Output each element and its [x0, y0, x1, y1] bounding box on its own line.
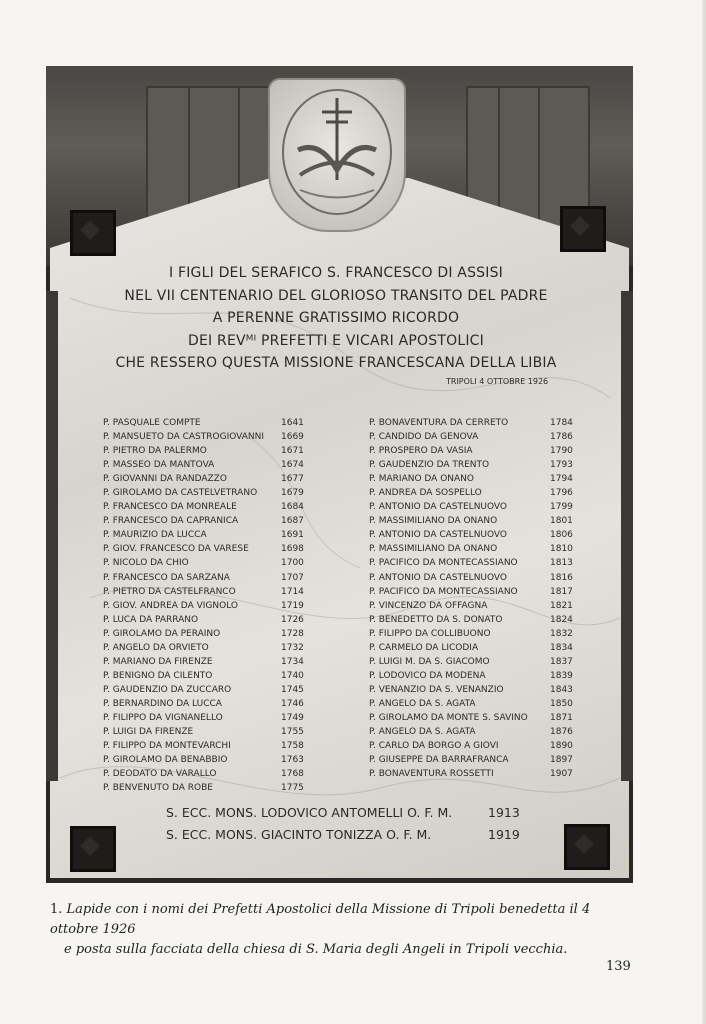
- prefect-year: 1790: [550, 446, 573, 457]
- prefect-year: 1796: [550, 488, 573, 499]
- prefect-year: 1763: [281, 755, 304, 766]
- corner-bracket-top-right: [560, 206, 606, 252]
- prefect-name: P. FILIPPO DA MONTEVARCHI: [103, 741, 231, 752]
- prefect-year: 1669: [281, 432, 304, 443]
- prefect-entry: [369, 739, 577, 753]
- prefect-year: 1674: [281, 460, 304, 471]
- prefect-year: 1806: [550, 530, 573, 541]
- prefect-entry: [369, 613, 577, 627]
- prefect-year: 1784: [550, 418, 573, 428]
- prefect-name: P. FILIPPO DA COLLIBUONO: [369, 628, 491, 639]
- prefect-name: P. BENEDETTO DA S. DONATO: [369, 614, 503, 625]
- prefect-year: 1679: [281, 488, 304, 499]
- prefect-name: P. BENVENUTO DA ROBE: [103, 783, 213, 794]
- prefect-year: 1740: [281, 670, 304, 681]
- prefect-year: 1745: [281, 684, 304, 695]
- prefect-entry: [369, 683, 577, 697]
- prefect-entry: [369, 528, 577, 542]
- prefect-entry: [369, 753, 577, 767]
- prefect-year: 1684: [281, 502, 304, 513]
- prefect-name: P. FRANCESCO DA SARZANA: [103, 572, 230, 583]
- prefect-entry: [103, 486, 313, 500]
- prefect-name: P. VENANZIO DA S. VENANZIO: [369, 684, 504, 695]
- prefect-entry: [369, 697, 577, 711]
- prefect-name: P. FILIPPO DA VIGNANELLO: [103, 712, 223, 723]
- prefect-entry: [103, 697, 313, 711]
- prefect-entry: [103, 739, 313, 753]
- prefect-year: 1746: [281, 698, 304, 709]
- plaque-date: TRIPOLI 4 OTTOBRE 1926: [446, 377, 549, 386]
- prefect-entry: [103, 683, 313, 697]
- prefect-entry: [103, 500, 313, 514]
- prefect-entry: [369, 585, 577, 599]
- prefect-year: 1876: [550, 727, 573, 738]
- prefect-name: P. LUIGI M. DA S. GIACOMO: [369, 656, 490, 667]
- prefect-entry: [103, 430, 313, 444]
- prefect-entry: [369, 599, 577, 613]
- prefect-year: 1793: [550, 460, 573, 471]
- prefect-year: 1799: [550, 502, 573, 513]
- prefect-name: P. GIOV. FRANCESCO DA VARESE: [103, 544, 249, 555]
- prefect-name: P. GIUSEPPE DA BARRAFRANCA: [369, 755, 509, 766]
- prefect-entry: [103, 655, 313, 669]
- prefect-year: 1719: [281, 600, 304, 611]
- prefect-name: P. PROSPERO DA VASIA: [369, 446, 473, 457]
- prefect-name: P. ANDREA DA SOSPELLO: [369, 488, 482, 499]
- prefect-entry: [103, 556, 313, 570]
- frame-left-edge: [46, 291, 58, 781]
- frame-right-edge: [621, 291, 633, 781]
- prefect-entry: [103, 542, 313, 556]
- prefect-year: 1677: [281, 474, 304, 485]
- page-number: 139: [606, 959, 631, 974]
- prefect-name: P. ANGELO DA S. AGATA: [369, 727, 476, 738]
- heading-line: CHE RESSERO QUESTA MISSIONE FRANCESCANA DELLA LIBIA: [115, 355, 557, 371]
- prefect-name: P. BONAVENTURA ROSSETTI: [369, 769, 494, 780]
- prefect-name: P. CARMELO DA LICODIA: [369, 642, 479, 653]
- prefect-year: 1850: [550, 698, 573, 709]
- prefect-entry: [369, 711, 577, 725]
- prefect-entry: [103, 458, 313, 472]
- bishop-name: S. ECC. MONS. GIACINTO TONIZZA O. F. M.: [166, 827, 432, 842]
- prefect-name: P. BERNARDINO DA LUCCA: [103, 698, 222, 709]
- prefect-year: 1890: [550, 741, 573, 752]
- prefect-entry: [103, 767, 313, 781]
- page-edge: [702, 0, 706, 1024]
- prefect-year: 1837: [550, 656, 573, 667]
- prefect-entry: [103, 444, 313, 458]
- prefect-entry: [369, 472, 577, 486]
- prefect-entry: [103, 613, 313, 627]
- prefect-year: 1698: [281, 544, 304, 555]
- prefect-entry: [103, 725, 313, 739]
- caption-line-1: Lapide con i nomi dei Prefetti Apostolici della Missione di Tripoli benedetta il 4 ottobre 1926: [50, 902, 591, 937]
- prefect-year: 1817: [550, 586, 573, 597]
- prefect-entry: [103, 472, 313, 486]
- prefect-year: 1832: [550, 628, 573, 639]
- prefect-name: P. GIROLAMO DA MONTE S. SAVINO: [369, 712, 528, 723]
- prefect-name: P. ANTONIO DA CASTELNUOVO: [369, 502, 508, 513]
- prefect-name: P. ANGELO DA ORVIETO: [103, 642, 209, 653]
- prefect-entry: [103, 711, 313, 725]
- prefect-name: P. BONAVENTURA DA CERRETO: [369, 418, 509, 428]
- prefect-name: P. LUCA DA PARRANO: [103, 614, 199, 625]
- prefect-name: P. FRANCESCO DA MONREALE: [103, 502, 237, 513]
- prefect-year: 1775: [281, 783, 304, 794]
- prefect-name: P. VINCENZO DA OFFAGNA: [369, 600, 488, 611]
- prefect-name: P. NICOLO DA CHIO: [103, 558, 189, 569]
- prefect-entry: [103, 416, 313, 430]
- prefect-entry: [369, 641, 577, 655]
- prefect-entry: [369, 571, 577, 585]
- corner-bracket-bottom-left: [70, 826, 116, 872]
- prefect-entry: [369, 486, 577, 500]
- prefect-year: 1871: [550, 712, 573, 723]
- prefect-entry: [369, 767, 577, 781]
- prefect-year: 1714: [281, 586, 304, 597]
- heading-line: A PERENNE GRATISSIMO RICORDO: [212, 310, 460, 326]
- bishop-year: 1919: [488, 827, 520, 842]
- prefect-year: 1707: [281, 572, 304, 583]
- prefects-list-right: [369, 416, 577, 781]
- corner-bracket-top-left: [70, 210, 116, 256]
- prefect-name: P. FRANCESCO DA CAPRANICA: [103, 516, 239, 527]
- prefect-name: P. MASSIMILIANO DA ONANO: [369, 516, 498, 527]
- prefect-name: P. CARLO DA BORGO A GIOVI: [369, 741, 499, 752]
- prefect-name: P. MASSIMILIANO DA ONANO: [369, 544, 498, 555]
- prefect-year: 1758: [281, 741, 304, 752]
- prefect-name: P. MANSUETO DA CASTROGIOVANNI: [103, 432, 265, 443]
- heading-line: NEL VII CENTENARIO DEL GLORIOSO TRANSITO DEL PADRE: [124, 287, 548, 304]
- bishop-name: S. ECC. MONS. LODOVICO ANTOMELLI O. F. M.: [166, 805, 453, 820]
- prefect-name: P. ANTONIO DA CASTELNUOVO: [369, 572, 508, 583]
- prefect-entry: [103, 669, 313, 683]
- prefect-entry: [103, 585, 313, 599]
- prefect-year: 1768: [281, 769, 304, 780]
- prefect-year: 1801: [550, 516, 573, 527]
- prefect-year: 1907: [550, 769, 573, 780]
- prefect-name: P. GIOV. ANDREA DA VIGNOLO: [103, 600, 238, 611]
- prefect-name: P. PACIFICO DA MONTECASSIANO: [369, 586, 518, 597]
- prefect-name: P. MARIANO DA ONANO: [369, 474, 474, 485]
- prefect-name: P. BENIGNO DA CILENTO: [103, 670, 213, 681]
- prefect-year: 1813: [550, 558, 573, 569]
- prefect-entry: [369, 444, 577, 458]
- prefect-name: P. MASSEO DA MANTOVA: [103, 460, 215, 471]
- prefect-name: P. MARIANO DA FIRENZE: [103, 656, 213, 667]
- prefect-entry: [369, 458, 577, 472]
- prefect-entry: [369, 627, 577, 641]
- prefect-year: 1732: [281, 642, 304, 653]
- prefect-name: P. PASQUALE COMPTE: [103, 418, 201, 428]
- prefect-name: P. GIOVANNI DA RANDAZZO: [103, 474, 227, 485]
- prefect-year: 1824: [550, 614, 573, 625]
- prefect-name: P. PACIFICO DA MONTECASSIANO: [369, 558, 518, 569]
- heading-line: DEI REVᴹᴵ PREFETTI E VICARI APOSTOLICI: [188, 332, 484, 349]
- prefect-entry: [103, 641, 313, 655]
- prefect-name: P. GIROLAMO DA BENABBIO: [103, 755, 228, 766]
- prefect-name: P. GAUDENZIO DA TRENTO: [369, 460, 490, 471]
- prefect-year: 1671: [281, 446, 304, 457]
- prefect-year: 1734: [281, 656, 304, 667]
- prefect-year: 1749: [281, 712, 304, 723]
- prefect-name: P. PIETRO DA CASTELFRANCO: [103, 586, 236, 597]
- prefect-entry: [369, 430, 577, 444]
- prefect-name: P. LUIGI DA FIRENZE: [103, 727, 194, 738]
- prefect-year: 1726: [281, 614, 304, 625]
- prefect-entry: [103, 571, 313, 585]
- prefect-year: 1755: [281, 727, 304, 738]
- prefect-entry: [369, 669, 577, 683]
- prefect-year: 1691: [281, 530, 304, 541]
- figure-caption: [50, 900, 640, 960]
- prefect-name: P. LODOVICO DA MODENA: [369, 670, 486, 681]
- prefect-entry: [369, 655, 577, 669]
- prefect-year: 1821: [550, 600, 573, 611]
- prefect-name: P. MAURIZIO DA LUCCA: [103, 530, 207, 541]
- bishop-entry: [166, 805, 520, 820]
- plaque-heading: [86, 262, 586, 375]
- prefect-entry: [103, 781, 313, 795]
- heading-line: I FIGLI DEL SERAFICO S. FRANCESCO DI ASSISI: [168, 265, 504, 281]
- prefect-entry: [369, 500, 577, 514]
- prefect-name: P. GAUDENZIO DA ZUCCARO: [103, 684, 232, 695]
- franciscan-emblem: [268, 78, 406, 232]
- prefect-entry: [369, 725, 577, 739]
- prefect-entry: [103, 514, 313, 528]
- bishop-entry: [166, 827, 520, 842]
- prefect-entry: [103, 528, 313, 542]
- prefect-name: P. PIETRO DA PALERMO: [103, 446, 207, 457]
- prefect-year: 1834: [550, 642, 573, 653]
- plaque-photograph: [46, 66, 633, 883]
- prefect-entry: [103, 599, 313, 613]
- prefect-year: 1897: [550, 755, 573, 766]
- prefect-year: 1794: [550, 474, 573, 485]
- prefect-entry: [103, 753, 313, 767]
- prefect-year: 1786: [550, 432, 573, 443]
- prefect-year: 1810: [550, 544, 573, 555]
- prefect-name: P. GIROLAMO DA PERAINO: [103, 628, 221, 639]
- prefect-year: 1839: [550, 670, 573, 681]
- prefect-year: 1728: [281, 628, 304, 639]
- prefect-year: 1687: [281, 516, 304, 527]
- prefect-name: P. CANDIDO DA GENOVA: [369, 432, 479, 443]
- prefect-year: 1816: [550, 572, 573, 583]
- prefect-entry: [369, 542, 577, 556]
- prefects-list-left: [103, 416, 313, 795]
- corner-bracket-bottom-right: [564, 824, 610, 870]
- prefect-entry: [369, 416, 577, 430]
- prefect-entry: [369, 514, 577, 528]
- prefect-year: 1641: [281, 418, 304, 428]
- prefect-name: P. GIROLAMO DA CASTELVETRANO: [103, 488, 258, 499]
- prefect-year: 1843: [550, 684, 573, 695]
- bishop-year: 1913: [488, 805, 520, 820]
- prefect-year: 1700: [281, 558, 304, 569]
- prefect-entry: [103, 627, 313, 641]
- caption-line-2: e posta sulla facciata della chiesa di S. Maria degli Angeli in Tripoli vecchia.: [64, 942, 568, 957]
- prefect-name: P. DEODATO DA VARALLO: [103, 769, 217, 780]
- prefect-name: P. ANTONIO DA CASTELNUOVO: [369, 530, 508, 541]
- caption-number: 1.: [50, 902, 63, 917]
- prefect-entry: [369, 556, 577, 570]
- prefect-name: P. ANGELO DA S. AGATA: [369, 698, 476, 709]
